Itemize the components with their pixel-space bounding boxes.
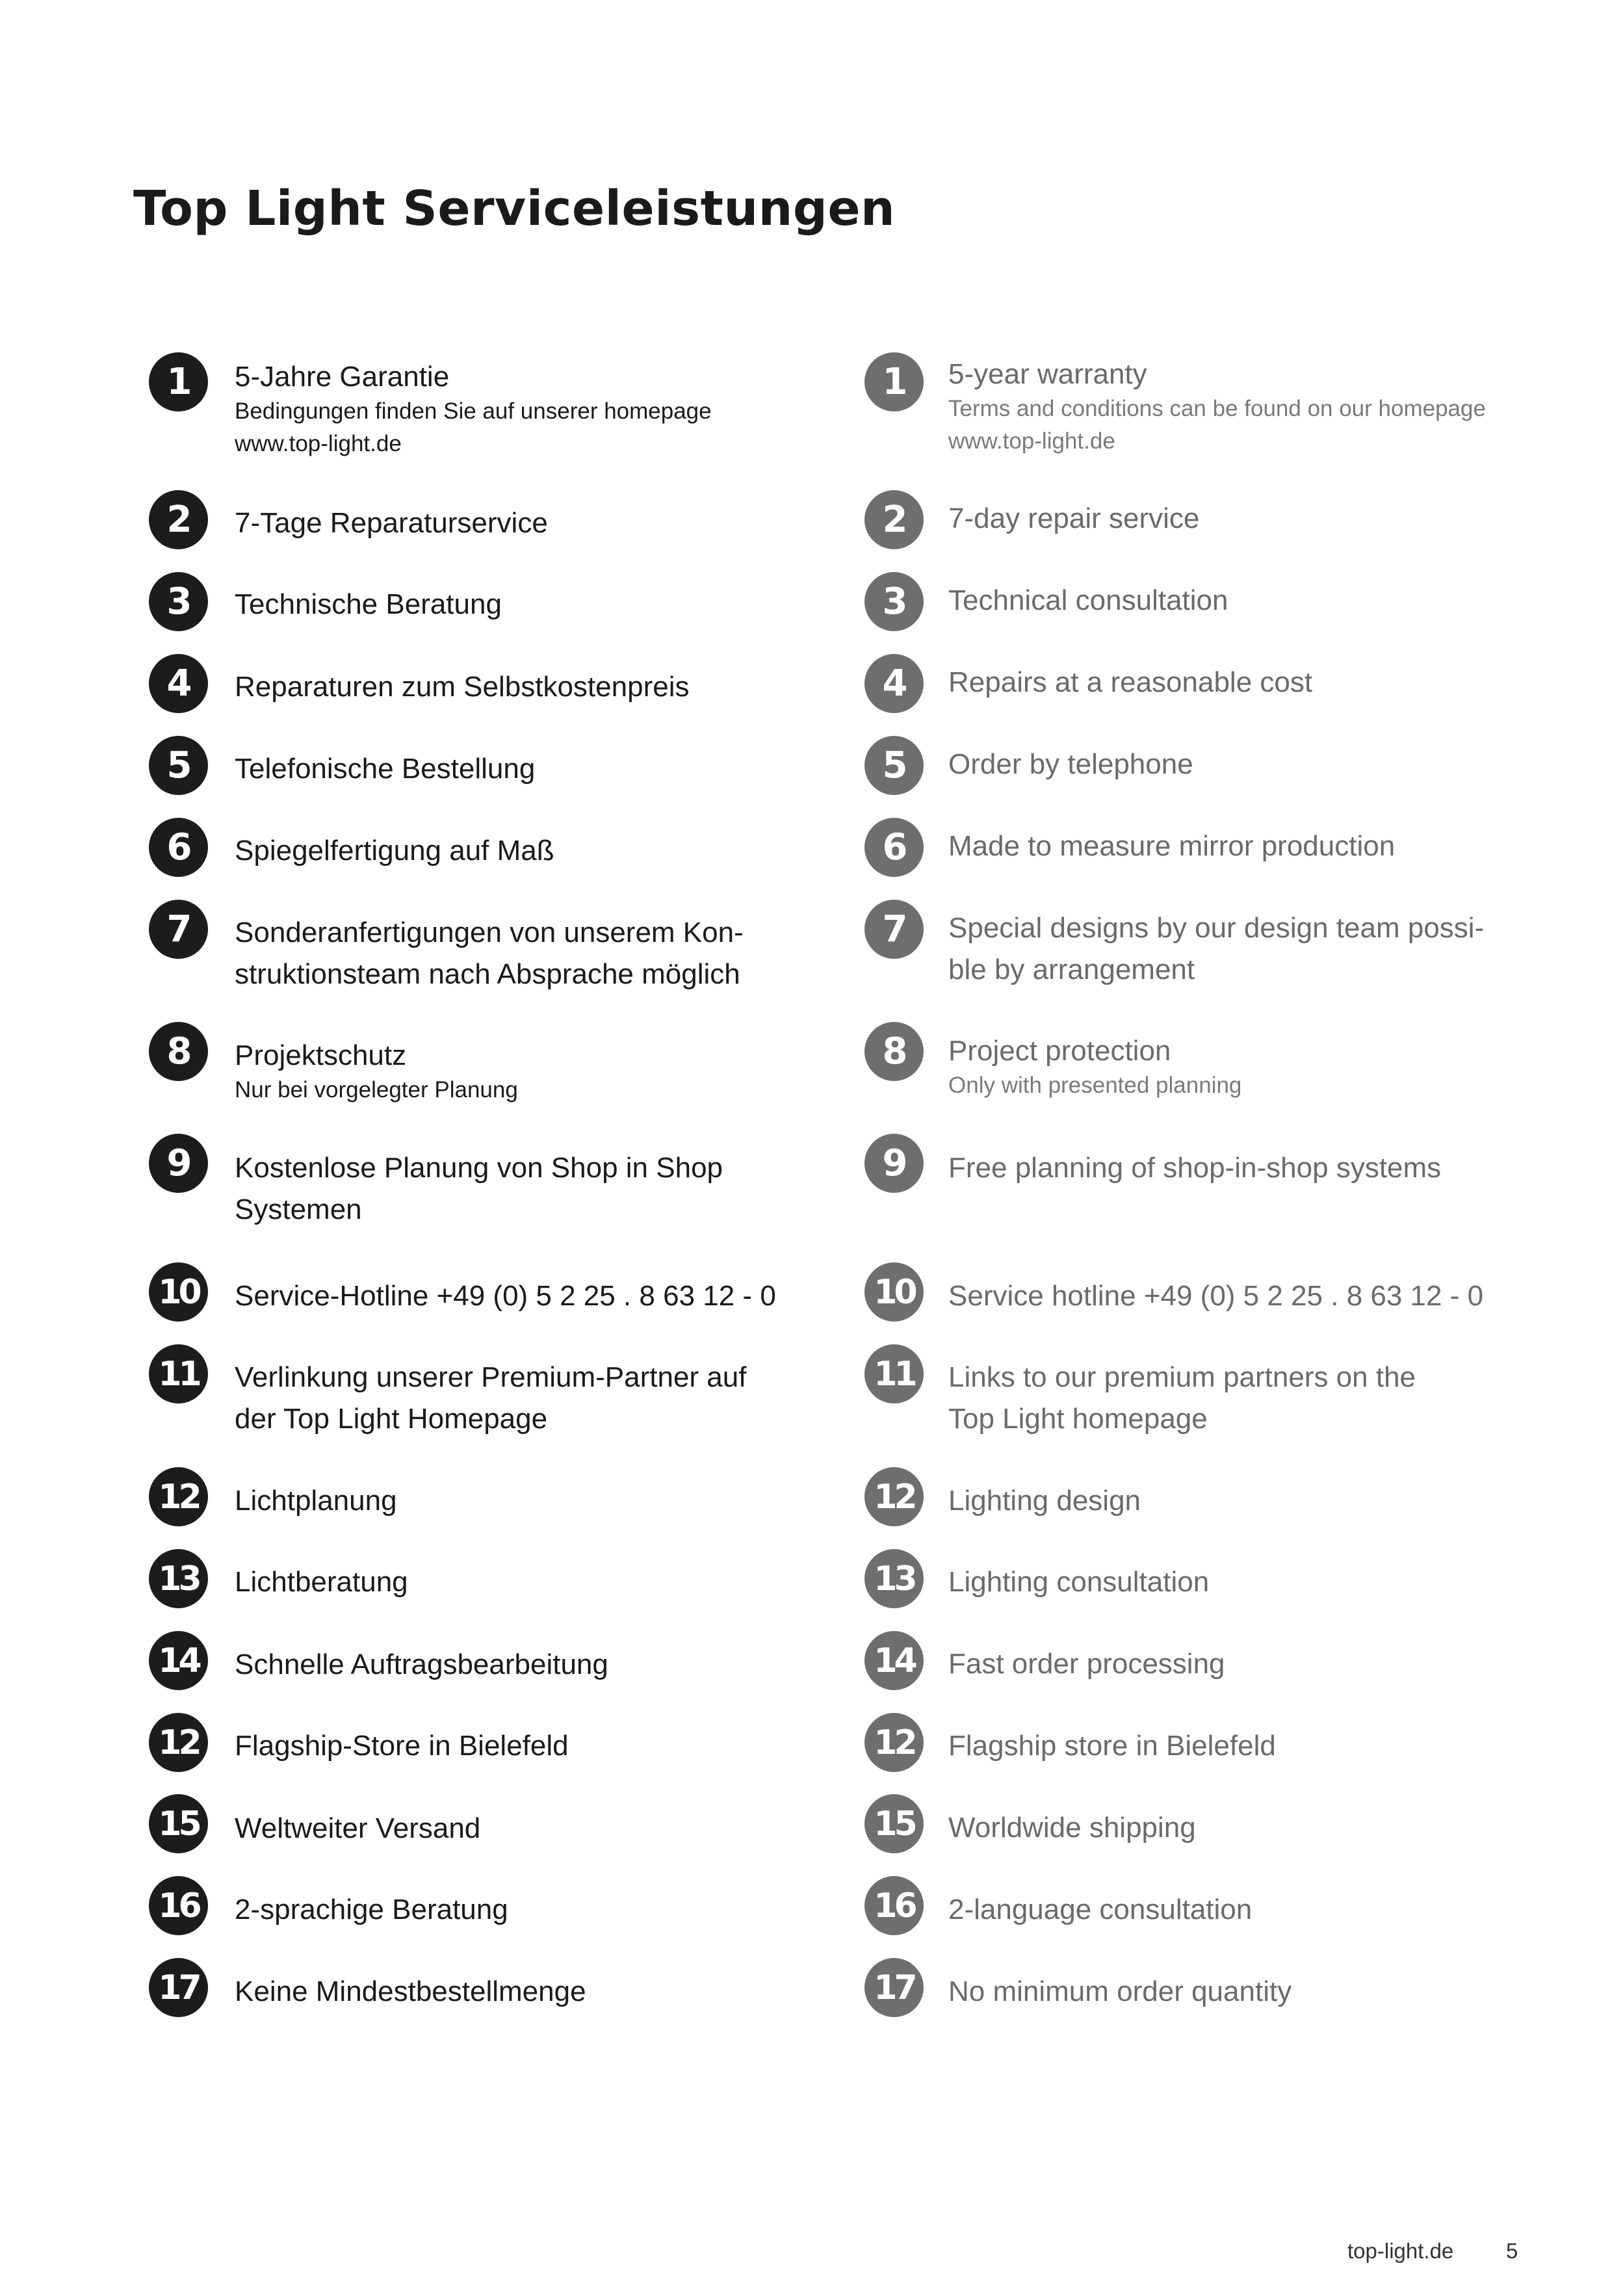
english-number-badge: 1 — [864, 352, 924, 411]
english-service-item — [948, 1971, 1292, 2013]
english-service-item — [948, 1030, 1241, 1102]
english-service-title: Project protection — [948, 1035, 1171, 1067]
english-service-title: Fast order processing — [948, 1648, 1225, 1680]
english-number-badge: 16 — [864, 1876, 924, 1935]
english-number-badge: 12 — [864, 1713, 924, 1772]
german-number-badge: 14 — [149, 1631, 208, 1690]
english-service-title: Technical consultation — [948, 584, 1228, 616]
english-service-title: Links to our premium partners on the — [948, 1361, 1416, 1393]
german-service-title: Verlinkung unserer Premium-Partner auf — [235, 1361, 747, 1393]
english-service-item — [948, 1643, 1225, 1685]
german-service-title: 5-Jahre Garantie — [235, 361, 450, 393]
english-service-item — [948, 580, 1228, 621]
english-service-title: 5-year warranty — [948, 358, 1147, 390]
english-number-badge: 2 — [864, 490, 924, 549]
german-service-title: Service-Hotline +49 (0) 5 2 25 . 8 63 12 - 0 — [235, 1280, 776, 1312]
english-number-badge: 10 — [864, 1262, 924, 1322]
english-service-title: Service hotline +49 (0) 5 2 25 . 8 63 12 - 0 — [948, 1280, 1484, 1312]
english-service-title: Flagship store in Bielefeld — [948, 1730, 1276, 1762]
english-service-item — [948, 1357, 1416, 1440]
english-number-badge: 9 — [864, 1134, 924, 1193]
english-service-title: Top Light homepage — [948, 1403, 1208, 1435]
german-number-badge: 5 — [149, 736, 208, 795]
german-service-title: Projektschutz — [235, 1039, 407, 1071]
english-service-note: Terms and conditions can be found on our homepage — [948, 396, 1486, 421]
english-number-badge: 13 — [864, 1549, 924, 1608]
english-service-title: Lighting consultation — [948, 1566, 1210, 1598]
german-service-title: Technische Beratung — [235, 588, 502, 620]
german-service-note: Bedingungen finden Sie auf unserer homepage — [235, 398, 712, 424]
german-service-title: Reparaturen zum Selbstkostenpreis — [235, 671, 690, 703]
german-number-badge: 11 — [149, 1344, 208, 1403]
german-number-badge: 12 — [149, 1467, 208, 1526]
german-service-note: Nur bei vorgelegter Planung — [235, 1077, 518, 1102]
german-service-note: www.top-light.de — [235, 431, 402, 456]
english-number-badge: 3 — [864, 572, 924, 631]
english-service-item — [948, 826, 1395, 867]
english-service-item — [948, 1275, 1483, 1317]
german-number-badge: 9 — [149, 1134, 208, 1193]
german-service-title: 2-sprachige Beratung — [235, 1894, 508, 1925]
english-number-badge: 6 — [864, 818, 924, 877]
english-service-item — [948, 662, 1312, 703]
english-service-item — [948, 1147, 1441, 1189]
german-service-title: Weltweiter Versand — [235, 1812, 481, 1844]
english-number-badge: 5 — [864, 736, 924, 795]
german-service-title: Spiegelfertigung auf Maß — [235, 835, 554, 867]
german-service-title: Flagship-Store in Bielefeld — [235, 1730, 569, 1762]
page-title: Top Light Serviceleistungen — [133, 181, 896, 237]
german-number-badge: 8 — [149, 1022, 208, 1081]
german-number-badge: 3 — [149, 572, 208, 631]
english-service-title: Order by telephone — [948, 748, 1193, 780]
german-service-title: struktionsteam nach Absprache möglich — [235, 958, 740, 990]
english-service-item — [948, 1889, 1252, 1931]
german-service-title: Keine Mindestbestellmenge — [235, 1976, 586, 2007]
english-service-title: Special designs by our design team possi- — [948, 912, 1485, 944]
english-service-title: 7-day repair service — [948, 502, 1200, 534]
english-service-title: Worldwide shipping — [948, 1812, 1196, 1844]
german-service-title: Systemen — [235, 1194, 362, 1225]
english-service-item — [948, 354, 1486, 458]
english-service-item — [948, 498, 1199, 540]
german-service-title: Sonderanfertigungen von unserem Kon- — [235, 917, 744, 948]
english-number-badge: 14 — [864, 1631, 924, 1690]
german-service-title: Kostenlose Planung von Shop in Shop — [235, 1152, 723, 1184]
english-service-title: 2-language consultation — [948, 1894, 1253, 1925]
german-number-badge: 12 — [149, 1713, 208, 1772]
german-number-badge: 4 — [149, 654, 208, 713]
english-service-title: Lighting design — [948, 1485, 1141, 1517]
german-number-badge: 7 — [149, 900, 208, 959]
german-service-title: 7-Tage Reparaturservice — [235, 507, 548, 539]
english-number-badge: 8 — [864, 1022, 924, 1081]
english-number-badge: 7 — [864, 900, 924, 959]
page-number: 5 — [1506, 2239, 1518, 2263]
footer-website: top-light.de — [1347, 2239, 1454, 2263]
english-service-item — [948, 1480, 1141, 1522]
english-service-item — [948, 1807, 1196, 1849]
english-service-title: ble by arrangement — [948, 954, 1195, 985]
english-number-badge: 12 — [864, 1467, 924, 1526]
german-number-badge: 13 — [149, 1549, 208, 1608]
german-service-title: Lichtplanung — [235, 1485, 397, 1517]
german-service-title: Telefonische Bestellung — [235, 753, 536, 785]
english-service-item — [948, 744, 1193, 785]
german-service-title: Lichtberatung — [235, 1566, 408, 1598]
english-service-title: Made to measure mirror production — [948, 830, 1396, 862]
english-number-badge: 15 — [864, 1794, 924, 1853]
english-service-item — [948, 907, 1484, 991]
english-service-title: No minimum order quantity — [948, 1976, 1292, 2007]
german-number-badge: 17 — [149, 1958, 208, 2017]
english-service-item — [948, 1725, 1276, 1767]
english-service-title: Free planning of shop-in-shop systems — [948, 1152, 1442, 1184]
german-service-title: Schnelle Auftragsbearbeitung — [235, 1649, 608, 1680]
german-number-badge: 10 — [149, 1262, 208, 1322]
german-number-badge: 1 — [149, 352, 208, 411]
english-service-title: Repairs at a reasonable cost — [948, 666, 1313, 698]
english-number-badge: 17 — [864, 1958, 924, 2017]
english-service-item — [948, 1561, 1209, 1603]
german-number-badge: 15 — [149, 1794, 208, 1853]
german-service-title: der Top Light Homepage — [235, 1403, 548, 1435]
german-number-badge: 6 — [149, 818, 208, 877]
english-service-note: Only with presented planning — [948, 1073, 1242, 1098]
german-number-badge: 2 — [149, 490, 208, 549]
english-number-badge: 4 — [864, 654, 924, 713]
english-service-note: www.top-light.de — [948, 428, 1115, 454]
german-number-badge: 16 — [149, 1876, 208, 1935]
english-number-badge: 11 — [864, 1344, 924, 1403]
